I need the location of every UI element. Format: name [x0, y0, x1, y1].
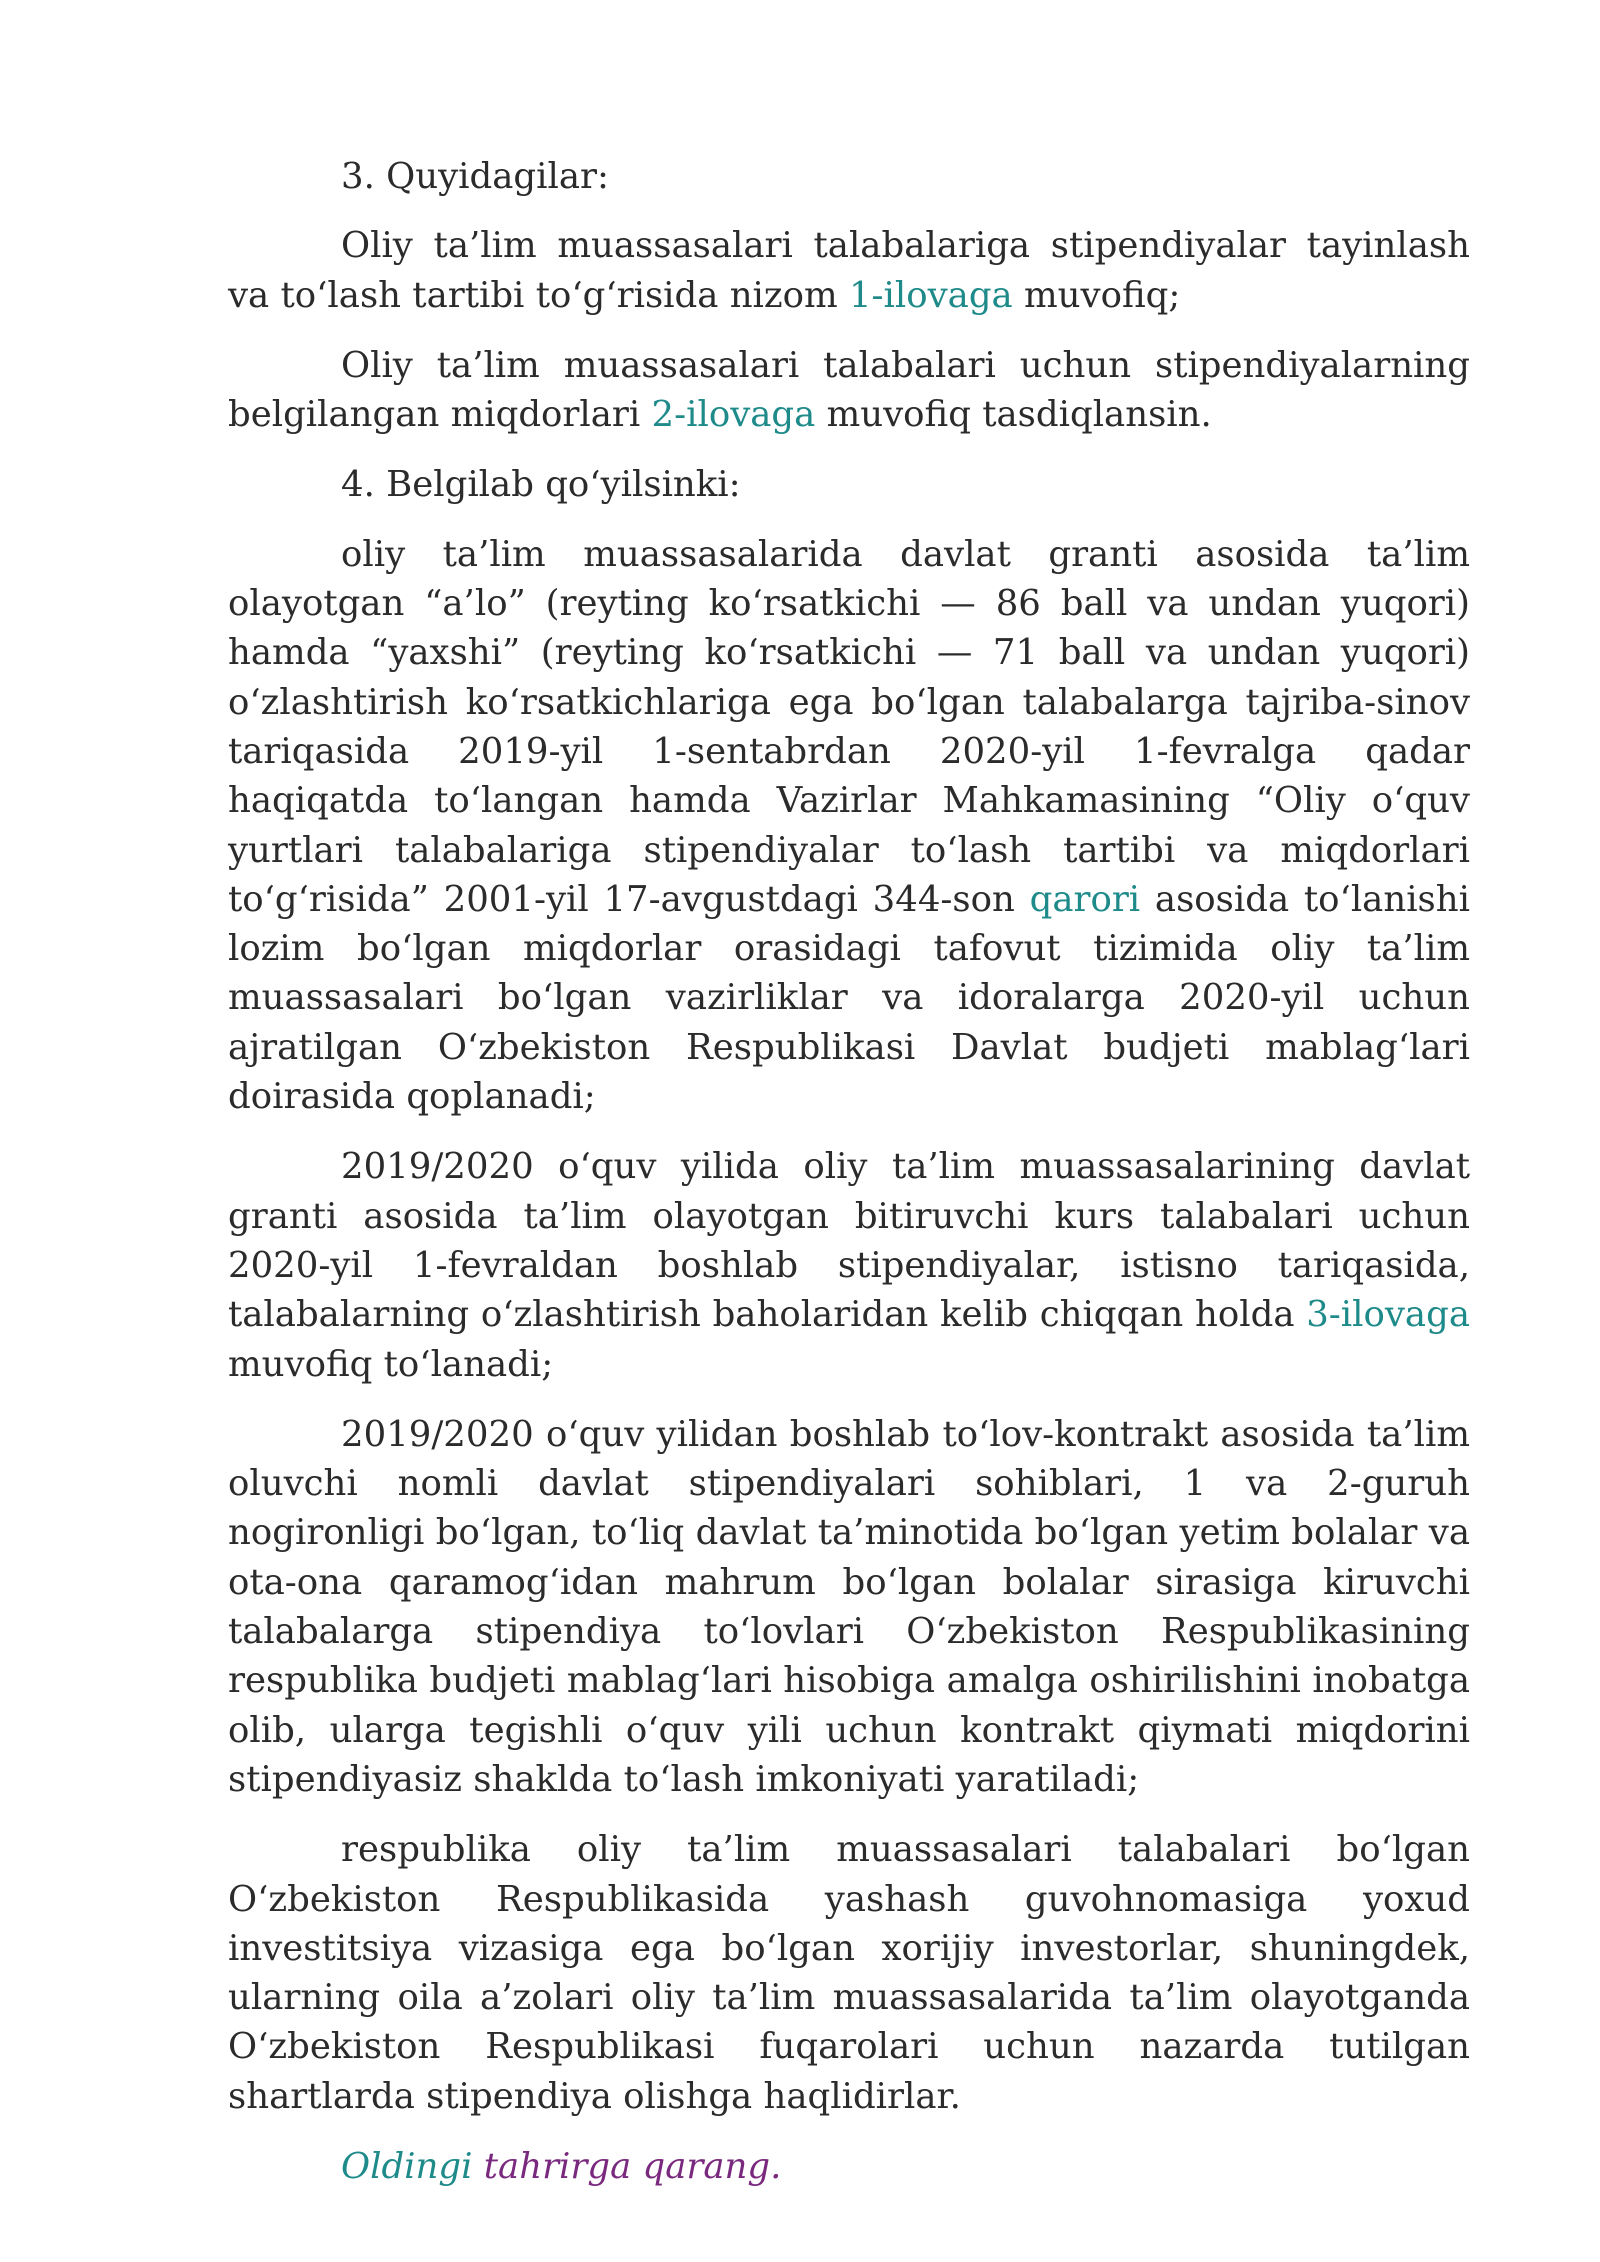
paragraph-text: oliy ta’lim muassasalarida davlat granti asosida ta’lim olayotgan “a’lo” (reyting ko‘rsatkichi — 86 ball va undan yuqori) hamda “yaxshi” (reyting ko‘rsatkichi — 71 ball va undan yuqori) o‘zlashtirish ko‘rsatkichlariga ega bo‘lgan talabalarga tajriba-sinov tariqasida 2019-yil 1-sentabrdan 2020-yil 1-fevralga qadar haqiqatda to‘langan hamda Vazirlar Mahkamasining “Oliy o‘quv yurtlari talabalariga stipendiyalar to‘lash tartibi va miqdorlari to‘g‘risida” 2001-yil 17-avgustdagi 344-son: [228, 533, 1470, 920]
section-4-paragraph-1: [228, 530, 1470, 1122]
annex-3-link[interactable]: 3-ilovaga: [1306, 1294, 1470, 1336]
section-4-paragraph-4: respublika oliy ta’lim muassasalari talabalari bo‘lgan O‘zbekiston Respublikasida yashash guvohnomasiga yoxud investitsiya vizasiga ega bo‘lgan xorijiy investorlar, shuningdek, ularning oila a’zolari oliy ta’lim muassasalarida ta’lim olayotganda O‘zbekiston Respublikasi fuqarolari uchun nazarda tutilgan shartlarda stipendiya olishga haqlidirlar.: [228, 1829, 1470, 2117]
paragraph-text: muvofiq to‘lanadi;: [228, 1343, 554, 1385]
paragraph-text: Oliy ta’lim muassasalari talabalariga stipendiyalar tayinlash va to‘lash tartibi to‘g‘risida nizom: [228, 225, 1470, 316]
paragraph-text: Oliy ta’lim muassasalari talabalari uchun stipendiyalarning belgilangan miqdorlari: [228, 344, 1470, 436]
previous-edition-note: [228, 2142, 1470, 2191]
section-3-paragraph-1: [228, 221, 1470, 320]
section-4-heading: 4. Belgilab qo‘yilsinki:: [341, 464, 741, 506]
paragraph-text: asosida to‘lanishi lozim bo‘lgan miqdorlar orasidagi tafovut tizimida oliy ta’lim muassasalari bo‘lgan vazirliklar va idoralarga 2020-yil uchun ajratilgan O‘zbekiston Respublikasi Davlat budjeti mablag‘lari doirasida qoplanadi;: [228, 878, 1470, 1118]
paragraph-text: muvofiq tasdiqlansin.: [815, 394, 1212, 436]
section-4-paragraph-3: 2019/2020 o‘quv yilidan boshlab to‘lov-kontrakt asosida ta’lim oluvchi nomli davlat stipendiyalari sohiblari, 1 va 2-guruh nogironligi bo‘lgan, to‘liq davlat ta’minotida bo‘lgan yetim bolalar va ota-ona qaramog‘idan mahrum bo‘lgan bolalar sirasiga kiruvchi talabalarga stipendiya to‘lovlari O‘zbekiston Respublikasining respublika budjeti mablag‘lari hisobiga amalga oshirilishini inobatga olib, ularga tegishli o‘quv yili uchun kontrakt qiymati miqdorini stipendiyasiz shaklda to‘lash imkoniyati yaratiladi;: [228, 1413, 1470, 1800]
paragraph-text: 2019/2020 o‘quv yilida oliy ta’lim muassasalarining davlat granti asosida ta’lim olayotgan bitiruvchi kurs talabalari uchun 2020-yil 1-fevraldan boshlab stipendiyalar, istisno tariqasida, talabalarning o‘zlashtirish baholaridan kelib chiqqan holda: [228, 1146, 1470, 1336]
section-4-paragraph-2: [228, 1142, 1470, 1388]
document-page: [228, 152, 1470, 2191]
previous-edition-text[interactable]: tahrirga qarang.: [472, 2145, 782, 2187]
annex-2-link[interactable]: 2-ilovaga: [651, 394, 816, 436]
paragraph-text: muvofiq;: [1012, 274, 1181, 316]
section-3-heading: 3. Quyidagilar:: [341, 156, 609, 197]
section-3-paragraph-2: [228, 341, 1470, 440]
resolution-link[interactable]: qarori: [1029, 878, 1141, 920]
annex-1-link[interactable]: 1-ilovaga: [848, 274, 1013, 316]
previous-edition-link[interactable]: Oldingi: [341, 2145, 473, 2187]
